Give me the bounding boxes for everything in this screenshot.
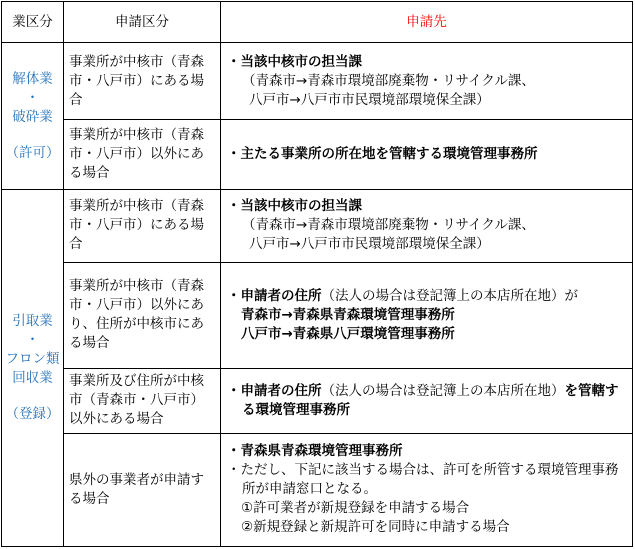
header-destination: 申請先 (221, 2, 633, 43)
table-row (2, 433, 633, 546)
destination-cell (221, 433, 633, 546)
table-row (2, 262, 633, 368)
destination-title-rest: （法人の場合は登記簿上の本店所在地） (321, 382, 565, 399)
destination-title: ・当該中核市の担当課 (227, 53, 362, 70)
application-cell: 事業所及び住所が中核市（青森市・八戸市）以外にある場合 (64, 369, 221, 434)
destination-line: （青森市→青森市環境部廃棄物・リサイクル課、 (242, 217, 535, 234)
header-application: 申請区分 (64, 2, 221, 43)
destination-title (227, 382, 626, 420)
table-row (2, 120, 633, 190)
destination-title-tail: を管轄する環境管理事務所 (242, 382, 619, 418)
application-cell: 事業所が中核市（青森市・八戸市）以外にあり、住所が中核市にある場合 (64, 262, 221, 368)
category-line: 破砕業 (12, 108, 53, 125)
header-row (2, 2, 633, 43)
category-note: （登録） (5, 406, 60, 423)
destination-line: 八戸市→八戸市市民環境部環境保全課） (249, 236, 490, 253)
destination-cell (221, 369, 633, 434)
destination-line: （青森市→青森市環境部廃棄物・リサイクル課、 (242, 72, 535, 89)
destination-title (227, 287, 626, 306)
category-dismantling-crushing (2, 43, 64, 190)
destination-line: 八戸市→八戸市市民環境部環境保全課） (249, 91, 490, 108)
category-line: ・ (25, 89, 40, 106)
application-cell: 事業所が中核市（青森市・八戸市）にある場合 (64, 190, 221, 263)
destination-note: ・ただし、下記に該当する場合は、許可を所管する環境管理事務所が申請窓口となる。 (227, 462, 619, 498)
destination-cell (221, 262, 633, 368)
category-line: ・ (25, 332, 40, 349)
destination-title: ・当該中核市の担当課 (227, 198, 362, 215)
category-collection-fluorocarbon (2, 190, 64, 547)
category-line: フロン類 (5, 351, 60, 368)
destination-title: ・主たる事業所の所在地を管轄する環境管理事務所 (227, 146, 538, 163)
application-cell: 事業所が中核市（青森市・八戸市）以外にある場合 (64, 120, 221, 190)
category-line: 回収業 (12, 370, 53, 387)
destination-line: 青森市→青森県青森環境管理事務所 (241, 306, 455, 323)
destination-title-bold: ・申請者の住所 (227, 287, 322, 304)
destination-cell (221, 43, 633, 120)
table-row (2, 369, 633, 434)
table-row (2, 190, 633, 263)
category-note: （許可） (5, 144, 60, 161)
destination-cell (221, 190, 633, 263)
application-cell: 県外の事業者が申請する場合 (64, 433, 221, 546)
destination-line: 八戸市→青森県八戸環境管理事務所 (241, 325, 455, 342)
application-destination-table (1, 1, 633, 547)
application-cell: 事業所が中核市（青森市・八戸市）にある場合 (64, 43, 221, 120)
destination-item: ②新規登録と新規許可を同時に申請する場合 (241, 519, 510, 536)
destination-item: ①許可業者が新規登録を申請する場合 (241, 500, 470, 517)
category-line: 引取業 (12, 313, 53, 330)
header-category: 業区分 (2, 2, 64, 43)
destination-title: ・青森県青森環境管理事務所 (227, 443, 403, 460)
category-line: 解体業 (12, 70, 53, 87)
destination-title-bold: ・申請者の住所 (227, 382, 322, 399)
destination-title-rest: （法人の場合は登記簿上の本店所在地）が (321, 287, 578, 304)
destination-cell (221, 120, 633, 190)
table-row (2, 43, 633, 120)
